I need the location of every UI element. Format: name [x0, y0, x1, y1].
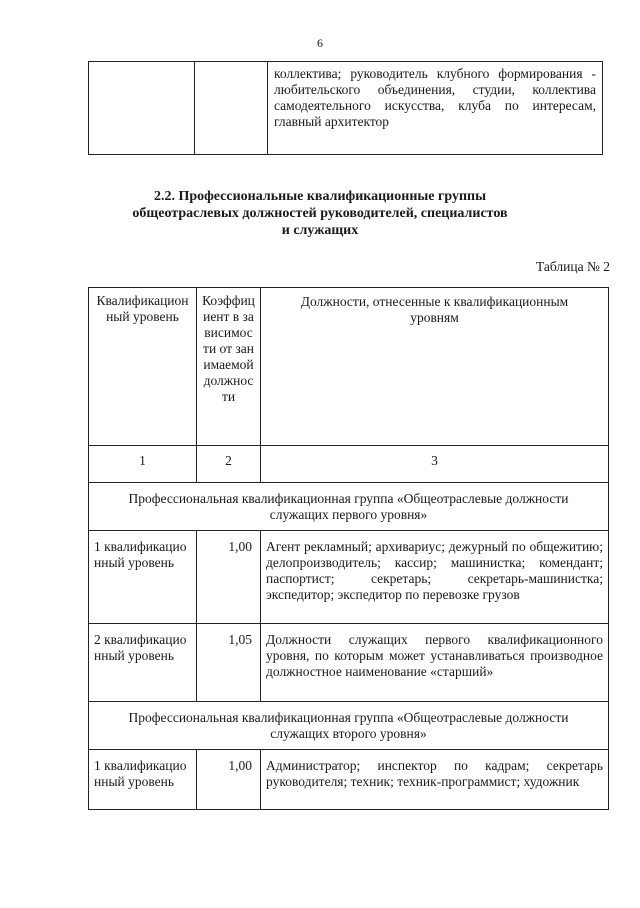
- table-row: [89, 624, 609, 702]
- heading-line: 2.2. Профессиональные квалификационные группы: [153, 189, 487, 204]
- positions-cell: Администратор; инспектор по кадрам; секретарь руководителя; техник; техник-программист; художник: [261, 750, 609, 810]
- level-cell: 1 квалификационный уровень: [89, 531, 197, 624]
- header-row: [89, 288, 609, 446]
- group-title: Профессиональная квалификационная группа «Общеотраслевые должности служащих второго уровня»: [89, 702, 609, 750]
- group-row: [89, 702, 609, 750]
- level-cell: 2 квалификационный уровень: [89, 624, 197, 702]
- header-coefficient: Коэффициент в зависимости от занимаемой должности: [197, 288, 261, 446]
- coefficient-cell: 1,05: [197, 624, 261, 702]
- table-row: [89, 62, 603, 155]
- level-cell: 1 квалификационный уровень: [89, 750, 197, 810]
- heading-line: и служащих: [281, 223, 359, 238]
- group-title: Профессиональная квалификационная группа «Общеотраслевые должности служащих первого уровня»: [89, 483, 609, 531]
- coefficient-cell: 1,00: [197, 750, 261, 810]
- qualification-table: [88, 287, 609, 810]
- continuation-text: коллектива; руководитель клубного формирования - любительского объединения, студии, коллектива самодеятельного искусства, клуба по интересам, главный архитектор: [268, 62, 603, 155]
- positions-cell: Должности служащих первого квалификационного уровня, по которым может устанавливаться производное должностное наименование «старший»: [261, 624, 609, 702]
- heading-line: общеотраслевых должностей руководителей, специалистов: [132, 206, 508, 221]
- column-number: 1: [89, 446, 197, 483]
- page-number: 6: [317, 36, 323, 50]
- empty-cell: [195, 62, 268, 155]
- table-row: [89, 750, 609, 810]
- empty-cell: [89, 62, 195, 155]
- coefficient-cell: 1,00: [197, 531, 261, 624]
- table-row: [89, 531, 609, 624]
- continuation-table: [88, 61, 603, 155]
- header-level: Квалификационный уровень: [89, 288, 197, 446]
- group-row: [89, 483, 609, 531]
- header-positions: Должности, отнесенные к квалификационным уровням: [261, 288, 609, 446]
- column-number-row: [89, 446, 609, 483]
- table-label: Таблица № 2: [536, 259, 610, 274]
- column-number: 2: [197, 446, 261, 483]
- positions-cell: Агент рекламный; архивариус; дежурный по общежитию; делопроизводитель; кассир; машинистка; комендант; паспортист; секретарь; секретарь-машинистка; экспедитор; экспедитор по перевозке грузов: [261, 531, 609, 624]
- section-heading: [60, 188, 580, 239]
- column-number: 3: [261, 446, 609, 483]
